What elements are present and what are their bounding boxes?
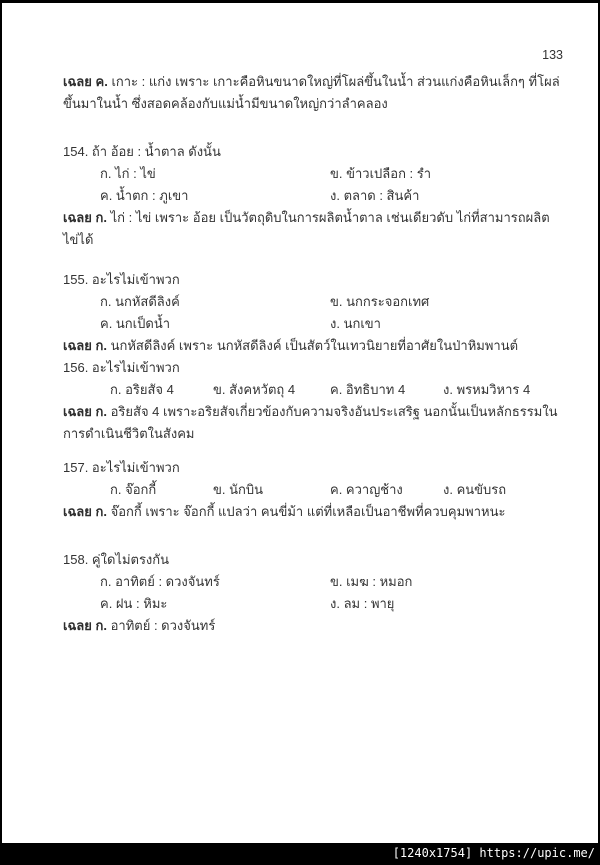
- choice-d: ง. คนขับรถ: [443, 482, 507, 497]
- choice-d: ง. พรหมวิหาร 4: [443, 382, 531, 397]
- choice-a: ก. จ๊อกกี้: [110, 482, 157, 497]
- choice-b: ข. นักบิน: [213, 482, 264, 497]
- question-157: [63, 457, 563, 523]
- choice-c: ค. น้ำตก : ภูเขา: [100, 188, 189, 203]
- question-header: 157. อะไรไม่เข้าพวก: [63, 460, 180, 475]
- answer-prefix: เฉลย ก.: [63, 210, 107, 225]
- choice-c: ค. นกเป็ดน้ำ: [100, 316, 171, 331]
- choice-b: ข. นกกระจอกเทศ: [330, 294, 430, 309]
- choice-list: [63, 571, 563, 615]
- question-header: 155. อะไรไม่เข้าพวก: [63, 272, 180, 287]
- watermark-text: [1240x1754] https://upic.me/: [392, 846, 595, 860]
- page-content: [2, 47, 598, 637]
- answer-text: จ๊อกกี้ เพราะ จ๊อกกี้ แปลว่า คนขี่ม้า แต่ที่เหลือเป็นอาชีพที่ควบคุมพาหนะ: [110, 504, 506, 519]
- answer-prefix: เฉลย ก.: [63, 504, 107, 519]
- choice-list: [63, 379, 563, 401]
- question-header: 154. ถ้า อ้อย : น้ำตาล ดังนั้น: [63, 144, 221, 159]
- answer-line: [63, 335, 563, 357]
- intro-answer-paragraph: [63, 71, 563, 115]
- choice-d: ง. ลม : พายุ: [330, 596, 395, 611]
- choice-list: [63, 479, 563, 501]
- page-number: 133: [542, 48, 563, 62]
- choice-b: ข. สังคหวัตถุ 4: [213, 382, 296, 397]
- choice-a: ก. อริยสัจ 4: [110, 382, 174, 397]
- intro-answer-text: เกาะ : แก่ง เพราะ เกาะคือหินขนาดใหญ่ที่โผล่ขึ้นในน้ำ ส่วนแก่งคือหินเล็กๆ ที่โผล่ขึ้นมาในน้ำ ซึ่งสอดคล้องกับแม่น้ำมีขนาดใหญ่กว่าลำคลอง: [63, 74, 560, 111]
- choice-list: [63, 163, 563, 207]
- answer-line: [63, 615, 563, 637]
- question-158: [63, 549, 563, 637]
- choice-list: [63, 291, 563, 335]
- intro-answer-prefix: เฉลย ค.: [63, 74, 108, 89]
- question-154: [63, 141, 563, 251]
- choice-c: ค. อิทธิบาท 4: [330, 382, 406, 397]
- choice-b: ข. เมฆ : หมอก: [330, 574, 413, 589]
- answer-text: ไก่ : ไข่ เพราะ อ้อย เป็นวัตถุดิบในการผลิตน้ำตาล เช่นเดียวดับ ไก่ที่สามารถผลิตไข่ได้: [63, 210, 550, 247]
- answer-line: [63, 501, 563, 523]
- choice-b: ข. ข้าวเปลือก : รำ: [330, 166, 432, 181]
- answer-prefix: เฉลย ก.: [63, 338, 107, 353]
- answer-line: [63, 207, 563, 251]
- question-header: 158. คู่ใดไม่ตรงกัน: [63, 552, 170, 567]
- answer-prefix: เฉลย ก.: [63, 618, 107, 633]
- answer-text: นกหัสดีลิงค์ เพราะ นกหัสดีลิงค์ เป็นสัตว์ในเทวนิยายที่อาศัยในป่าหิมพานต์: [110, 338, 519, 353]
- answer-line: [63, 401, 563, 445]
- choice-d: ง. ตลาด : สินค้า: [330, 188, 420, 203]
- question-header: 156. อะไรไม่เข้าพวก: [63, 360, 180, 375]
- choice-c: ค. ฝน : หิมะ: [100, 596, 168, 611]
- choice-a: ก. อาทิตย์ : ดวงจันทร์: [100, 574, 220, 589]
- choice-d: ง. นกเขา: [330, 316, 381, 331]
- choice-a: ก. นกหัสดีลิงค์: [100, 294, 180, 309]
- question-156: [63, 357, 563, 445]
- watermark-bar: [2, 843, 598, 865]
- choice-a: ก. ไก่ : ไข่: [100, 166, 156, 181]
- answer-text: อาทิตย์ : ดวงจันทร์: [110, 618, 216, 633]
- question-155: [63, 269, 563, 357]
- choice-c: ค. ควาญช้าง: [330, 482, 403, 497]
- answer-text: อริยสัจ 4 เพราะอริยสัจเกี่ยวข้องกับความจริงอันประเสริฐ นอกนั้นเป็นหลักธรรมในการดำเนินชีวิตในสังคม: [63, 404, 558, 441]
- answer-prefix: เฉลย ก.: [63, 404, 107, 419]
